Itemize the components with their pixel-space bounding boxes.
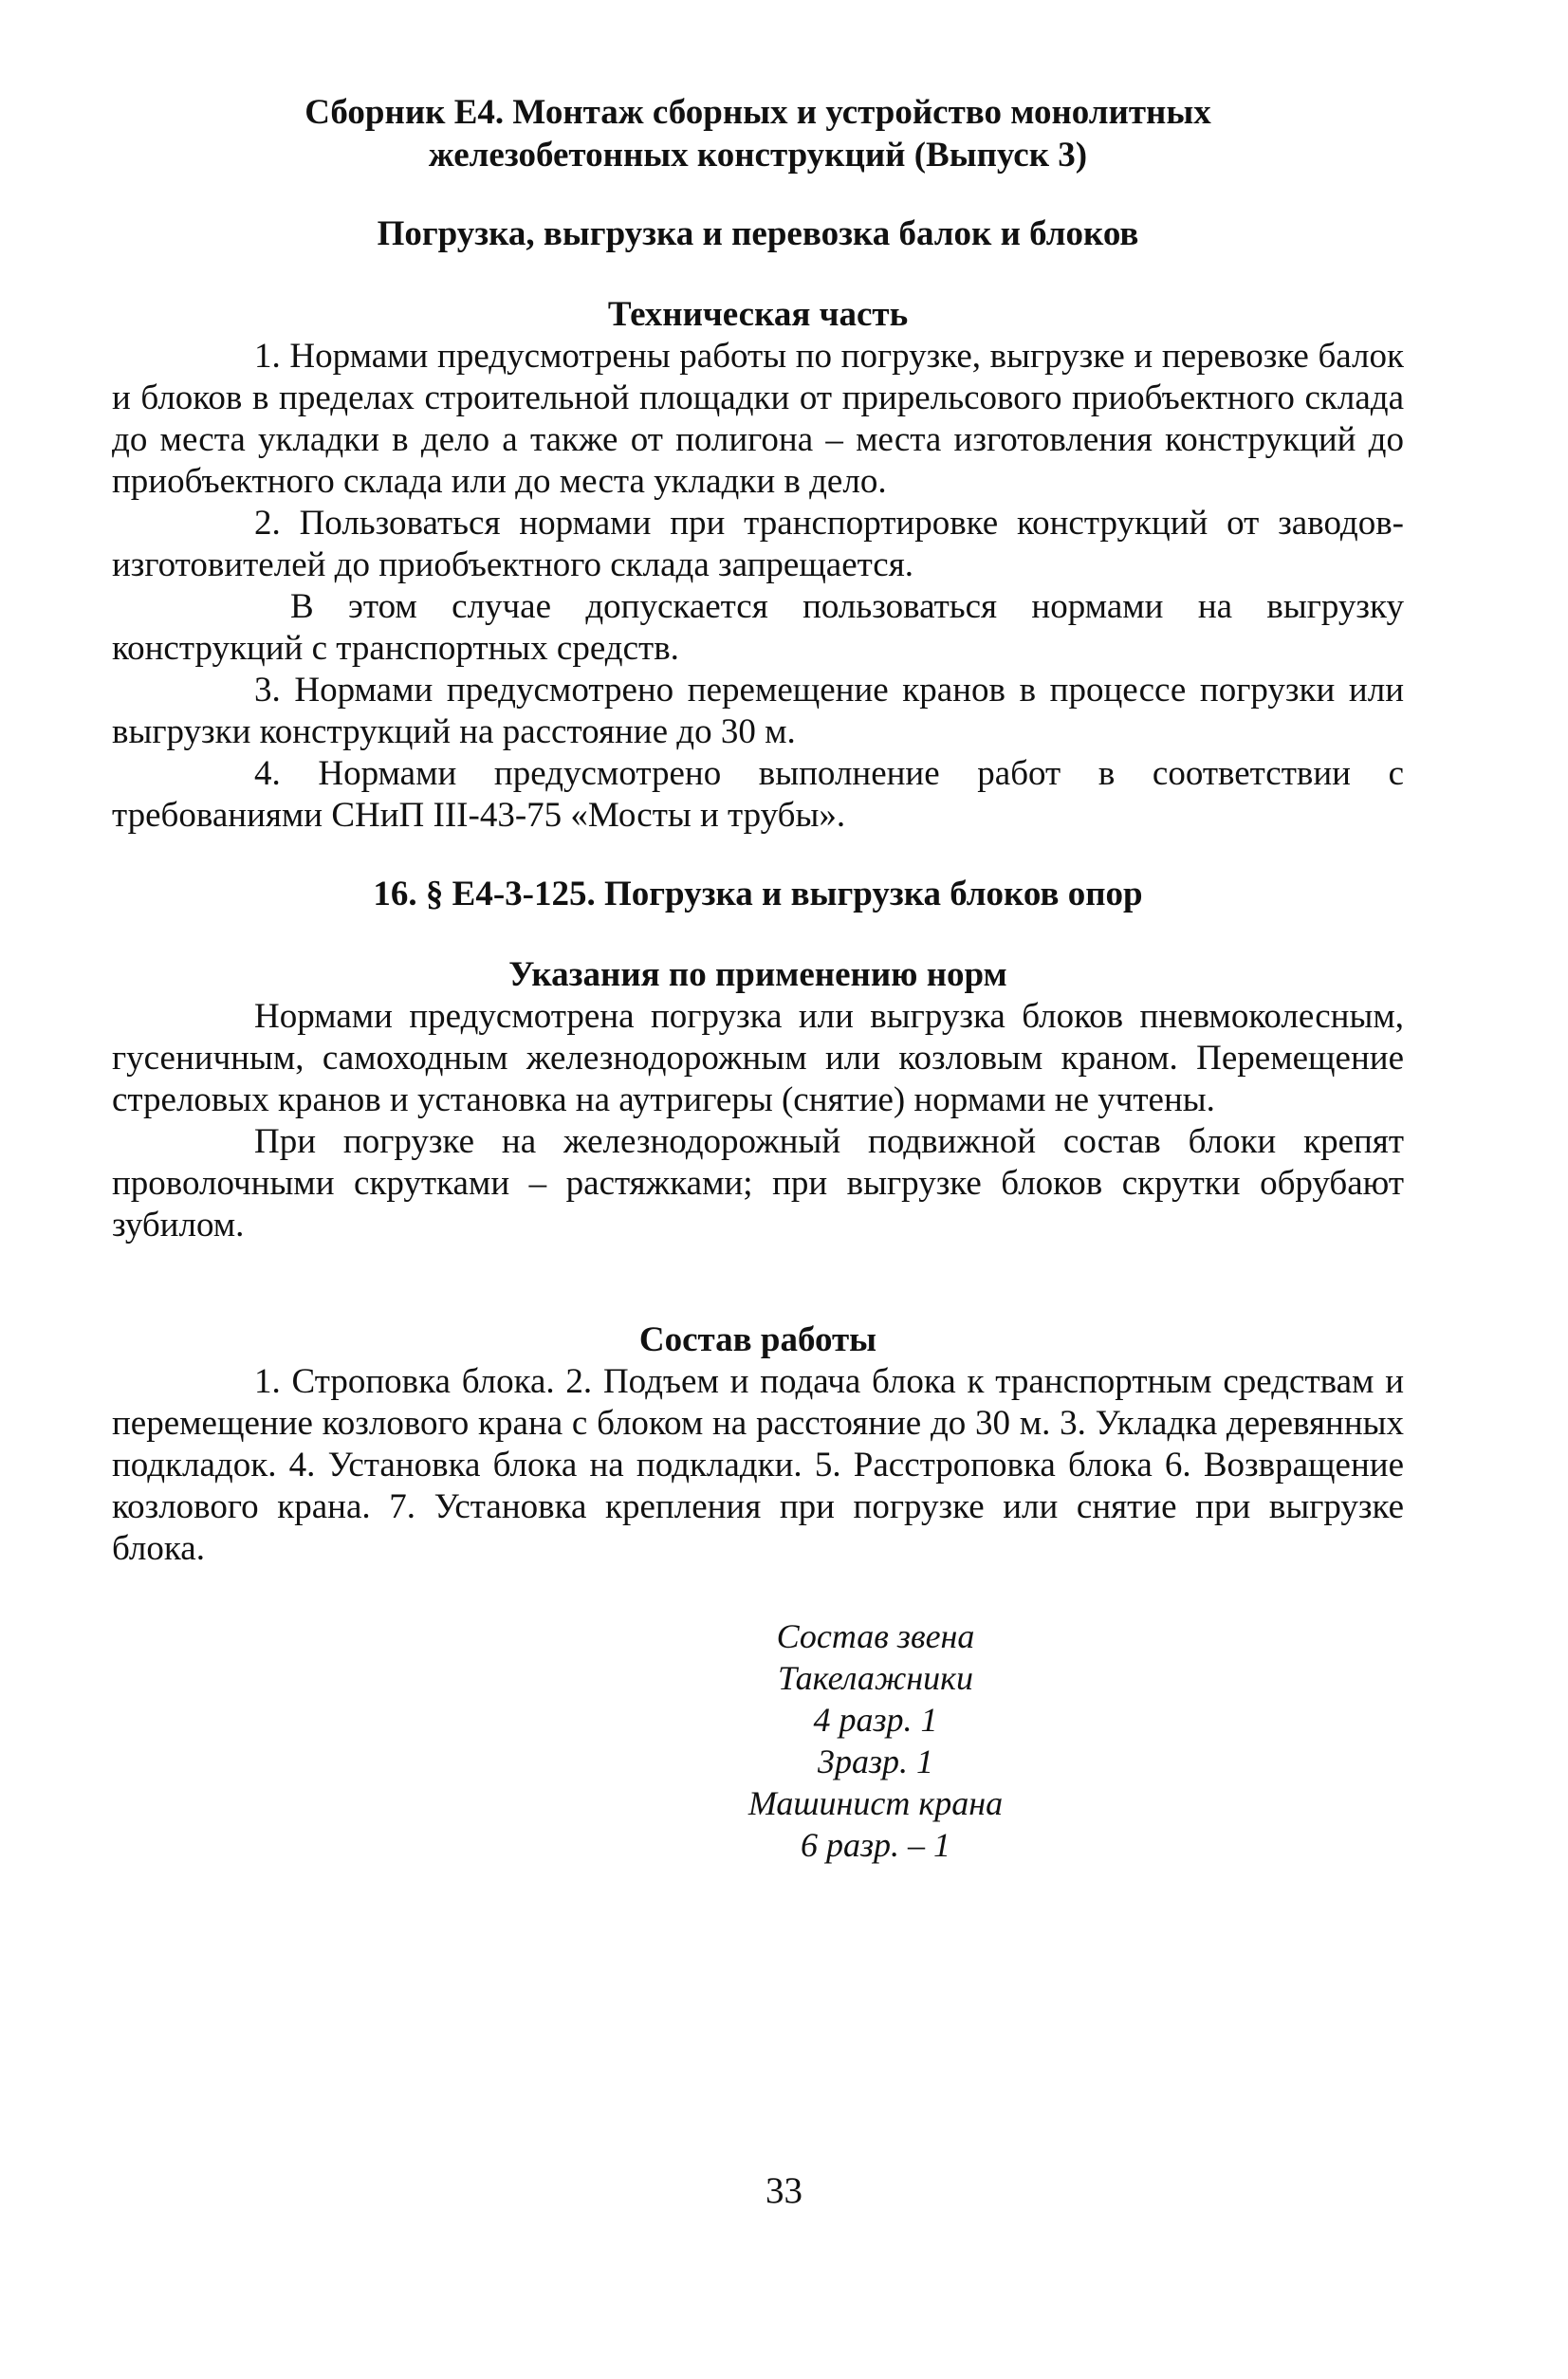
page-number: 33 <box>766 2170 802 2211</box>
technical-paragraph-2: 2. Пользоваться нормами при транспортировке конструкций от заводов-изготовителей до приобъектного склада запрещается. <box>112 504 1404 584</box>
collection-title-line-1: Сборник Е4. Монтаж сборных и устройство монолитных <box>304 93 1211 132</box>
collection-title <box>112 91 1404 176</box>
collection-title-line-2: железобетонных конструкций (Выпуск 3) <box>428 136 1088 175</box>
technical-paragraph-1: 1. Нормами предусмотрены работы по погрузке, выгрузке и перевозке балок и блоков в пределах строительной площадки от прирельсового приобъектного склада до места укладки в дело а также от полигона – места изготовления конструкций до приобъектного склада или до места укладки в дело. <box>112 337 1404 501</box>
document-page <box>112 91 1404 1866</box>
guidelines-heading: Указания по применению норм <box>508 955 1007 994</box>
work-paragraph: 1. Строповка блока. 2. Подъем и подача блока к транспортным средствам и перемещение козлового крана с блоком на расстояние до 30 м. 3. Укладка деревянных подкладок. 4. Установка блока на подкладки. 5. Расстроповка блока 6. Возвращение козлового крана. 7. Установка крепления при погрузке или снятие при выгрузке блока. <box>112 1362 1404 1568</box>
crew-riggers: Такелажники <box>777 1659 974 1697</box>
spacer <box>112 1246 1404 1290</box>
crew-riggers-grade-4: 4 разр. 1 <box>813 1701 938 1739</box>
guidelines-paragraph-2: При погрузке на железнодорожный подвижной состав блоки крепят проволочными скрутками – растяжками; при выгрузке блоков скрутки обрубают зубилом. <box>112 1122 1404 1245</box>
guidelines-paragraph-1: Нормами предусмотрена погрузка или выгрузка блоков пневмоколесным, гусеничным, самоходным железнодорожным или козловым краном. Перемещение стреловых кранов и установка на аутригеры (снятие) нормами не учтены. <box>112 997 1404 1119</box>
section-title: Погрузка, выгрузка и перевозка балок и блоков <box>377 214 1139 253</box>
crew-composition <box>638 1615 1113 1866</box>
norm-section-title: 16. § Е4-3-125. Погрузка и выгрузка блоков опор <box>373 875 1143 913</box>
crew-riggers-grade-3: 3разр. 1 <box>817 1743 934 1780</box>
crew-heading: Состав звена <box>776 1617 975 1655</box>
technical-paragraph-4: 3. Нормами предусмотрено перемещение кранов в процессе погрузки или выгрузки конструкций на расстояние до 30 м. <box>112 671 1404 751</box>
technical-paragraph-5: 4. Нормами предусмотрено выполнение работ в соответствии с требованиями СНиП III-43-75 «Мосты и трубы». <box>112 754 1404 835</box>
technical-paragraph-3: В этом случае допускается пользоваться нормами на выгрузку конструкций с транспортных средств. <box>112 587 1404 668</box>
crew-crane-operator: Машинист крана <box>747 1784 1004 1822</box>
crew-crane-operator-grade-6: 6 разр. – 1 <box>800 1826 951 1864</box>
work-heading: Состав работы <box>638 1320 877 1359</box>
technical-part-heading: Техническая часть <box>607 295 909 334</box>
